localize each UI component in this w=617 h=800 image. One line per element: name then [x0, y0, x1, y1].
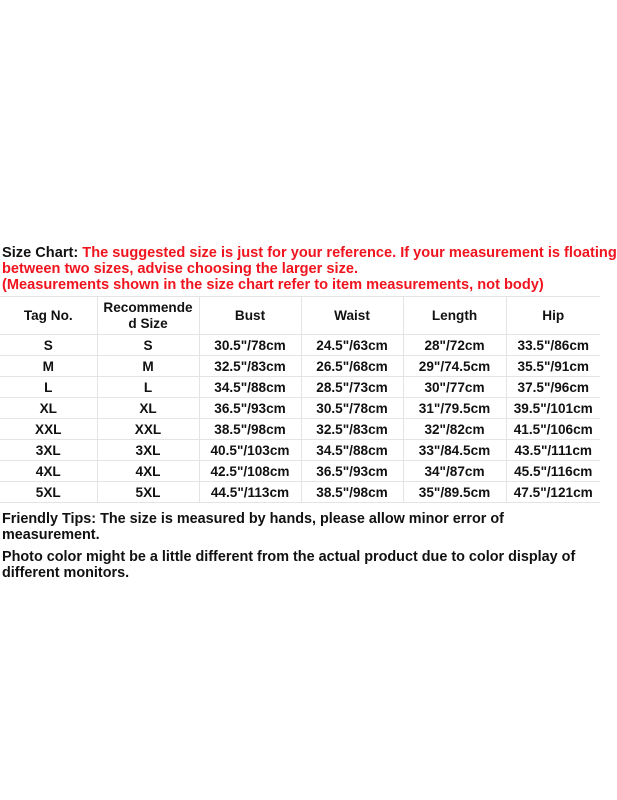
- table-cell: 36.5"/93cm: [199, 398, 301, 419]
- table-row: [0, 482, 600, 503]
- table-cell: 4XL: [97, 461, 199, 482]
- table-cell: 39.5"/101cm: [506, 398, 600, 419]
- table-row: [0, 461, 600, 482]
- table-row: [0, 335, 600, 356]
- table-cell: XXL: [0, 419, 97, 440]
- table-cell: 36.5"/93cm: [301, 461, 403, 482]
- table-cell: 32.5"/83cm: [199, 356, 301, 377]
- photo-color-tip: Photo color might be a little different from the actual product due to color display of different monitors.: [2, 549, 576, 581]
- table-cell: 5XL: [0, 482, 97, 503]
- column-header: Recommende d Size: [97, 297, 199, 335]
- table-cell: 4XL: [0, 461, 97, 482]
- table-cell: 34"/87cm: [403, 461, 506, 482]
- table-cell: 34.5"/88cm: [301, 440, 403, 461]
- size-note: The suggested size is just for your reference. If your measurement is floating: [82, 245, 617, 261]
- table-row: [0, 377, 600, 398]
- table-cell: 30.5"/78cm: [199, 335, 301, 356]
- table-cell: 33"/84.5cm: [403, 440, 506, 461]
- table-cell: 37.5"/96cm: [506, 377, 600, 398]
- table-cell: 35"/89.5cm: [403, 482, 506, 503]
- column-header: Bust: [199, 297, 301, 335]
- table-row: [0, 356, 600, 377]
- table-cell: 30"/77cm: [403, 377, 506, 398]
- table-row: [0, 440, 600, 461]
- size-chart: [0, 245, 617, 581]
- table-cell: 31"/79.5cm: [403, 398, 506, 419]
- table-cell: XL: [0, 398, 97, 419]
- column-header: Waist: [301, 297, 403, 335]
- table-cell: L: [97, 377, 199, 398]
- table-cell: 35.5"/91cm: [506, 356, 600, 377]
- table-cell: S: [0, 335, 97, 356]
- table-cell: 26.5"/68cm: [301, 356, 403, 377]
- tips: [0, 511, 600, 581]
- size-chart-label: Size Chart:: [2, 245, 79, 261]
- table-cell: 41.5"/106cm: [506, 419, 600, 440]
- column-header: Tag No.: [0, 297, 97, 335]
- table-cell: 45.5"/116cm: [506, 461, 600, 482]
- table-cell: 47.5"/121cm: [506, 482, 600, 503]
- table-cell: XL: [97, 398, 199, 419]
- table-cell: 33.5"/86cm: [506, 335, 600, 356]
- table-cell: 38.5"/98cm: [301, 482, 403, 503]
- table-cell: L: [0, 377, 97, 398]
- size-table: [0, 296, 600, 503]
- friendly-tip: Friendly Tips: The size is measured by hands, please allow minor error of measurement.: [2, 511, 504, 543]
- table-cell: 28"/72cm: [403, 335, 506, 356]
- table-cell: 3XL: [0, 440, 97, 461]
- table-cell: 38.5"/98cm: [199, 419, 301, 440]
- table-cell: 42.5"/108cm: [199, 461, 301, 482]
- column-header: Length: [403, 297, 506, 335]
- table-row: [0, 398, 600, 419]
- table-cell: 34.5"/88cm: [199, 377, 301, 398]
- table-cell: 44.5"/113cm: [199, 482, 301, 503]
- size-chart-intro: [0, 245, 617, 293]
- table-row: [0, 419, 600, 440]
- table-cell: M: [97, 356, 199, 377]
- column-header: Hip: [506, 297, 600, 335]
- table-cell: M: [0, 356, 97, 377]
- table-cell: 32"/82cm: [403, 419, 506, 440]
- measurement-note: (Measurements shown in the size chart refer to item measurements, not body): [2, 277, 544, 293]
- table-cell: 40.5"/103cm: [199, 440, 301, 461]
- table-cell: 29"/74.5cm: [403, 356, 506, 377]
- table-cell: 5XL: [97, 482, 199, 503]
- table-cell: 32.5"/83cm: [301, 419, 403, 440]
- table-cell: XXL: [97, 419, 199, 440]
- table-cell: 28.5"/73cm: [301, 377, 403, 398]
- size-note-cont: between two sizes, advise choosing the larger size.: [2, 261, 359, 277]
- table-cell: 43.5"/111cm: [506, 440, 600, 461]
- table-cell: 3XL: [97, 440, 199, 461]
- table-cell: 24.5"/63cm: [301, 335, 403, 356]
- table-cell: S: [97, 335, 199, 356]
- table-cell: 30.5"/78cm: [301, 398, 403, 419]
- table-header-row: [0, 297, 600, 335]
